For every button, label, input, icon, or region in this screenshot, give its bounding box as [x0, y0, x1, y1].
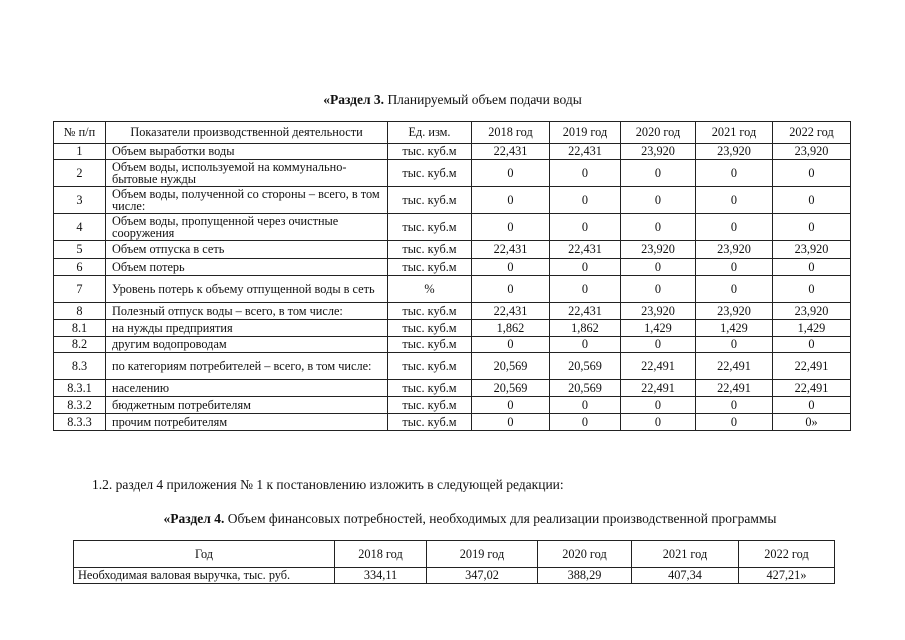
column-header: 2019 год [427, 541, 538, 568]
value-cell: 1,429 [773, 320, 851, 337]
row-number: 4 [54, 214, 106, 241]
value-cell: 23,920 [621, 303, 696, 320]
table-row [54, 414, 851, 431]
value-cell: 0 [550, 259, 621, 276]
section-4-label: «Раздел 4. [163, 511, 225, 526]
unit-cell: тыс. куб.м [388, 320, 472, 337]
indicator-name: Объем выработки воды [106, 144, 388, 160]
value-cell: 20,569 [472, 380, 550, 397]
section-3-title: Планируемый объем подачи воды [387, 92, 582, 107]
value-cell: 23,920 [773, 144, 851, 160]
indicator-name: Полезный отпуск воды – всего, в том числе: [106, 303, 388, 320]
table-row [54, 160, 851, 187]
row-number: 6 [54, 259, 106, 276]
value-cell: 20,569 [472, 353, 550, 380]
value-cell: 0 [696, 214, 773, 241]
indicator-name: другим водопроводам [106, 337, 388, 353]
value-cell: 1,862 [472, 320, 550, 337]
value-cell: 0» [773, 414, 851, 431]
unit-cell: тыс. куб.м [388, 414, 472, 431]
value-cell: 23,920 [773, 241, 851, 259]
value-cell: 20,569 [550, 353, 621, 380]
row-number: 5 [54, 241, 106, 259]
value-cell: 0 [773, 276, 851, 303]
value-cell: 0 [472, 337, 550, 353]
value-cell: 23,920 [696, 241, 773, 259]
table-cell: 347,02 [427, 568, 538, 584]
value-cell: 0 [696, 337, 773, 353]
table-row [54, 144, 851, 160]
row-label: Необходимая валовая выручка, тыс. руб. [74, 568, 335, 584]
unit-cell: тыс. куб.м [388, 144, 472, 160]
row-number: 8.3 [54, 353, 106, 380]
table-row [54, 320, 851, 337]
value-cell: 0 [472, 160, 550, 187]
value-cell: 0 [621, 259, 696, 276]
value-cell: 0 [472, 259, 550, 276]
value-cell: 0 [696, 397, 773, 414]
table-cell: 334,11 [335, 568, 427, 584]
row-number: 2 [54, 160, 106, 187]
indicator-name: Объем воды, пропущенной через очистные сооружения [106, 214, 388, 241]
row-number: 8 [54, 303, 106, 320]
column-header: 2018 год [335, 541, 427, 568]
value-cell: 0 [472, 214, 550, 241]
column-header: 2021 год [632, 541, 739, 568]
unit-cell: тыс. куб.м [388, 259, 472, 276]
value-cell: 22,431 [550, 144, 621, 160]
section-4-title: Объем финансовых потребностей, необходимых для реализации производственной программы [227, 511, 777, 526]
unit-cell: тыс. куб.м [388, 337, 472, 353]
table-row [54, 276, 851, 303]
unit-cell: тыс. куб.м [388, 303, 472, 320]
table-row [74, 568, 835, 584]
value-cell: 1,429 [696, 320, 773, 337]
value-cell: 0 [696, 414, 773, 431]
table-cell: 427,21» [739, 568, 835, 584]
table-row [54, 337, 851, 353]
indicator-name: прочим потребителям [106, 414, 388, 431]
value-cell: 0 [696, 187, 773, 214]
section-3-label: «Раздел 3. [323, 92, 385, 107]
indicator-name: на нужды предприятия [106, 320, 388, 337]
value-cell: 1,429 [621, 320, 696, 337]
indicator-name: населению [106, 380, 388, 397]
unit-cell: тыс. куб.м [388, 160, 472, 187]
table-cell: 388,29 [538, 568, 632, 584]
table-row [54, 241, 851, 259]
row-number: 8.3.3 [54, 414, 106, 431]
value-cell: 0 [773, 187, 851, 214]
column-header: 2022 год [739, 541, 835, 568]
water-supply-table [53, 121, 851, 431]
value-cell: 0 [550, 214, 621, 241]
value-cell: 22,431 [550, 303, 621, 320]
value-cell: 0 [472, 276, 550, 303]
value-cell: 22,491 [621, 380, 696, 397]
value-cell: 0 [621, 214, 696, 241]
value-cell: 22,491 [773, 380, 851, 397]
column-header: Ед. изм. [388, 122, 472, 144]
unit-cell: % [388, 276, 472, 303]
value-cell: 22,431 [472, 303, 550, 320]
row-number: 8.2 [54, 337, 106, 353]
table-row [54, 259, 851, 276]
section-4-heading [40, 511, 900, 527]
unit-cell: тыс. куб.м [388, 187, 472, 214]
row-number: 8.3.2 [54, 397, 106, 414]
row-number: 8.1 [54, 320, 106, 337]
row-number: 3 [54, 187, 106, 214]
value-cell: 0 [621, 397, 696, 414]
value-cell: 0 [773, 259, 851, 276]
value-cell: 23,920 [621, 144, 696, 160]
table-row [54, 187, 851, 214]
indicator-name: по категориям потребителей – всего, в том числе: [106, 353, 388, 380]
value-cell: 22,491 [696, 353, 773, 380]
value-cell: 0 [773, 214, 851, 241]
indicator-name: Уровень потерь к объему отпущенной воды в сеть [106, 276, 388, 303]
value-cell: 0 [621, 276, 696, 303]
column-header: 2018 год [472, 122, 550, 144]
indicator-name: Объем отпуска в сеть [106, 241, 388, 259]
value-cell: 0 [773, 337, 851, 353]
value-cell: 0 [696, 160, 773, 187]
column-header: Показатели производственной деятельности [106, 122, 388, 144]
column-header: 2019 год [550, 122, 621, 144]
value-cell: 0 [550, 276, 621, 303]
value-cell: 0 [472, 187, 550, 214]
value-cell: 0 [550, 414, 621, 431]
value-cell: 22,491 [773, 353, 851, 380]
row-number: 1 [54, 144, 106, 160]
value-cell: 0 [773, 160, 851, 187]
row-number: 7 [54, 276, 106, 303]
unit-cell: тыс. куб.м [388, 380, 472, 397]
column-header: 2021 год [696, 122, 773, 144]
financial-needs-table [73, 540, 835, 584]
value-cell: 22,491 [696, 380, 773, 397]
indicator-name: Объем потерь [106, 259, 388, 276]
value-cell: 23,920 [696, 144, 773, 160]
value-cell: 22,431 [472, 241, 550, 259]
table-row [54, 397, 851, 414]
row-number: 8.3.1 [54, 380, 106, 397]
unit-cell: тыс. куб.м [388, 214, 472, 241]
value-cell: 0 [550, 187, 621, 214]
value-cell: 0 [550, 160, 621, 187]
column-header: № п/п [54, 122, 106, 144]
table-header-row [74, 541, 835, 568]
value-cell: 20,569 [550, 380, 621, 397]
unit-cell: тыс. куб.м [388, 397, 472, 414]
column-header: 2022 год [773, 122, 851, 144]
value-cell: 0 [621, 337, 696, 353]
value-cell: 0 [773, 397, 851, 414]
value-cell: 0 [621, 414, 696, 431]
unit-cell: тыс. куб.м [388, 241, 472, 259]
value-cell: 0 [550, 397, 621, 414]
value-cell: 22,431 [550, 241, 621, 259]
table-cell: 407,34 [632, 568, 739, 584]
value-cell: 23,920 [696, 303, 773, 320]
value-cell: 0 [550, 337, 621, 353]
value-cell: 0 [472, 397, 550, 414]
value-cell: 22,491 [621, 353, 696, 380]
value-cell: 23,920 [621, 241, 696, 259]
value-cell: 1,862 [550, 320, 621, 337]
indicator-name: Объем воды, полученной со стороны – всего, в том числе: [106, 187, 388, 214]
table-row [54, 303, 851, 320]
section-3-heading [0, 92, 905, 108]
indicator-name: бюджетным потребителям [106, 397, 388, 414]
column-header: Год [74, 541, 335, 568]
value-cell: 23,920 [773, 303, 851, 320]
column-header: 2020 год [621, 122, 696, 144]
table-row [54, 353, 851, 380]
indicator-name: Объем воды, используемой на коммунально-бытовые нужды [106, 160, 388, 187]
value-cell: 0 [472, 414, 550, 431]
table-row [54, 214, 851, 241]
value-cell: 0 [696, 276, 773, 303]
value-cell: 0 [621, 187, 696, 214]
column-header: 2020 год [538, 541, 632, 568]
table-row [54, 380, 851, 397]
value-cell: 22,431 [472, 144, 550, 160]
table-header-row [54, 122, 851, 144]
value-cell: 0 [621, 160, 696, 187]
unit-cell: тыс. куб.м [388, 353, 472, 380]
amendment-paragraph: 1.2. раздел 4 приложения № 1 к постановлению изложить в следующей редакции: [92, 477, 564, 492]
value-cell: 0 [696, 259, 773, 276]
